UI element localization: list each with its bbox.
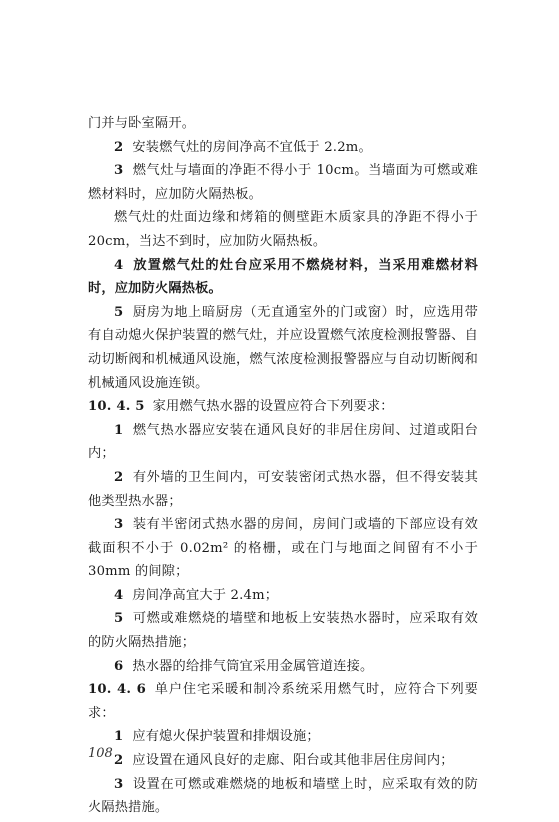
paragraph xyxy=(88,584,478,608)
paragraph-text: 家用燃气热水器的设置应符合下列要求： xyxy=(152,399,394,415)
clause-number: 10. 4. 6 xyxy=(88,682,147,698)
item-number: 1 xyxy=(114,729,124,745)
paragraph xyxy=(88,725,478,749)
page-number: 108 xyxy=(88,746,113,761)
item-number: 4 xyxy=(114,257,124,273)
paragraph xyxy=(88,159,478,206)
item-number: 4 xyxy=(114,587,124,603)
paragraph xyxy=(88,466,478,513)
paragraph-text: 设置在可燃或难燃烧的地板和墙壁上时，应采取有效的防火隔热措施。 xyxy=(88,776,478,816)
item-number: 3 xyxy=(114,517,124,533)
paragraph-text: 门并与卧室隔开。 xyxy=(88,116,196,131)
item-number: 5 xyxy=(114,304,124,320)
paragraph-text: 可燃或难燃烧的墙壁和地板上安装热水器时，应采取有效的防火隔热措施； xyxy=(88,611,478,651)
paragraph xyxy=(88,206,478,253)
paragraph xyxy=(88,749,478,773)
paragraph xyxy=(88,136,478,160)
paragraph-text: 燃气热水器应安装在通风良好的非居住房间、过道或阳台内； xyxy=(88,422,478,462)
paragraph-text: 单户住宅采暖和制冷系统采用燃气时，应符合下列要求： xyxy=(88,682,478,721)
paragraph-text: 有外墙的卫生间内，可安装密闭式热水器，但不得安装其他类型热水器； xyxy=(88,469,478,509)
paragraph xyxy=(88,655,478,679)
item-number: 2 xyxy=(114,139,124,155)
paragraph xyxy=(88,419,478,466)
paragraph-text: 燃气灶的灶面边缘和烤箱的侧壁距木质家具的净距不得小于 20cm，当达不到时，应加防火隔热板。 xyxy=(88,210,478,249)
paragraph xyxy=(88,254,478,301)
paragraph-text: 应有熄火保护装置和排烟设施； xyxy=(132,729,320,745)
paragraph xyxy=(88,395,478,419)
item-number: 3 xyxy=(114,163,124,179)
item-number: 2 xyxy=(114,469,124,485)
paragraph-text: 应设置在通风良好的走廊、阳台或其他非居住房间内； xyxy=(132,753,454,769)
item-number: 6 xyxy=(114,658,124,674)
paragraph xyxy=(88,678,478,725)
item-number: 2 xyxy=(114,753,124,769)
paragraph-text: 放置燃气灶的灶台应采用不燃烧材料，当采用难燃材料时，应加防火隔热板。 xyxy=(88,257,478,297)
paragraph-text: 安装燃气灶的房间净高不宜低于 2.2m。 xyxy=(132,139,372,155)
paragraph-text: 装有半密闭式热水器的房间，房间门或墙的下部应设有效截面积不小于 0.02m² 的格栅，或在门与地面之间留有不小于 30mm 的间隙； xyxy=(88,517,478,580)
item-number: 1 xyxy=(114,422,124,438)
paragraph xyxy=(88,607,478,654)
paragraph-text: 厨房为地上暗厨房（无直通室外的门或窗）时，应选用带有自动熄火保护装置的燃气灶，并应设置燃气浓度检测报警器、自动切断阀和机械通风设施，燃气浓度检测报警器应与自动切断阀和机械通风设施连锁。 xyxy=(88,304,478,391)
paragraph-text: 房间净高宜大于 2.4m； xyxy=(132,587,279,603)
paragraph-text: 热水器的给排气筒宜采用金属管道连接。 xyxy=(132,658,374,674)
paragraph-text: 燃气灶与墙面的净距不得小于 10cm。当墙面为可燃或难燃材料时，应加防火隔热板。 xyxy=(88,163,478,202)
paragraph xyxy=(88,112,478,136)
paragraph xyxy=(88,773,478,820)
item-number: 5 xyxy=(114,611,124,627)
paragraph xyxy=(88,301,478,395)
paragraph xyxy=(88,513,478,584)
clause-number: 10. 4. 5 xyxy=(88,399,145,415)
document-body xyxy=(88,112,478,820)
item-number: 3 xyxy=(114,776,124,792)
